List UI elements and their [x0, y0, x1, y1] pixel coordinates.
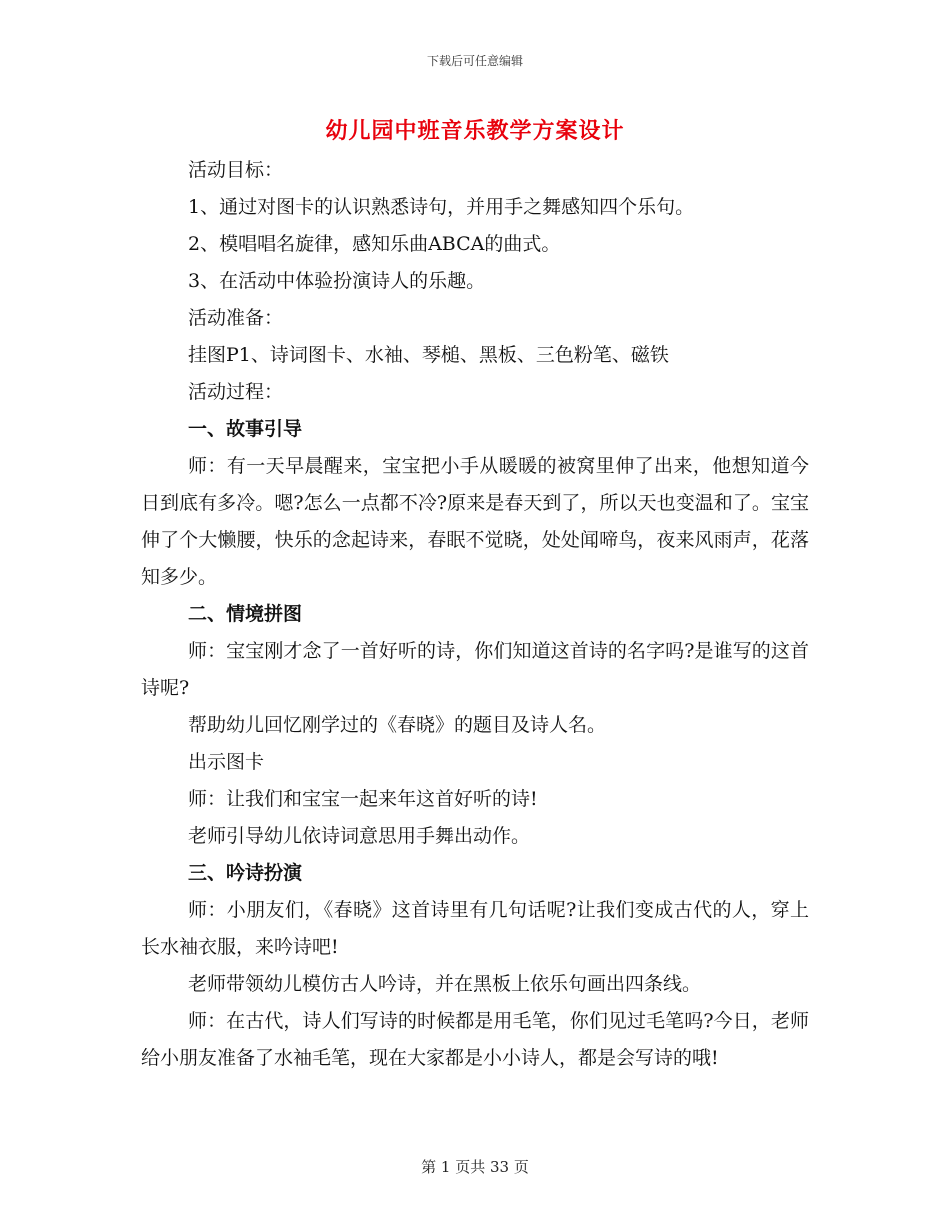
section-paragraph: 师：宝宝刚才念了一首好听的诗，你们知道这首诗的名字吗?是谁写的这首诗呢? — [141, 640, 809, 699]
section-paragraph: 师：在古代，诗人们写诗的时候都是用毛笔，你们见过毛笔吗?今日，老师给小朋友准备了水袖毛笔，现在大家都是小小诗人，都是会写诗的哦! — [141, 1010, 809, 1069]
goal-item: 2、模唱唱名旋律，感知乐曲ABCA的曲式。 — [188, 233, 561, 255]
page-number: 第 1 页共 33 页 — [421, 1158, 529, 1176]
section-paragraph: 出示图卡 — [188, 751, 265, 773]
section-paragraph: 帮助幼儿回忆刚学过的《春晓》的题目及诗人名。 — [188, 714, 607, 736]
section-heading-story: 一、故事引导 — [188, 418, 303, 440]
process-heading: 活动过程： — [188, 381, 284, 403]
goal-item: 3、在活动中体验扮演诗人的乐趣。 — [188, 270, 486, 292]
section-paragraph: 师：让我们和宝宝一起来年这首好听的诗! — [188, 788, 538, 810]
page-header-note: 下载后可任意编辑 — [426, 54, 523, 68]
section-paragraph: 师：有一天早晨醒来，宝宝把小手从暖暖的被窝里伸了出来，他想知道今日到底有多冷。嗯?怎么一点都不冷?原来是春天到了，所以天也变温和了。宝宝伸了个大懒腰，快乐的念起诗来，春眠不觉晓，处处闻啼鸟，夜来风雨声，花落知多少。 — [141, 455, 809, 588]
document-title: 幼儿园中班音乐教学方案设计 — [325, 118, 625, 144]
preparation-heading: 活动准备： — [188, 307, 284, 329]
section-heading-recital: 三、吟诗扮演 — [188, 862, 303, 884]
section-paragraph: 老师带领幼儿模仿古人吟诗，并在黑板上依乐句画出四条线。 — [188, 973, 702, 995]
section-heading-puzzle: 二、情境拼图 — [188, 603, 303, 625]
section-paragraph: 师：小朋友们，《春晓》这首诗里有几句话呢?让我们变成古代的人，穿上长水袖衣服，来吟诗吧! — [141, 899, 809, 958]
goals-heading: 活动目标： — [188, 159, 284, 181]
document-body — [141, 152, 809, 1077]
section-paragraph: 老师引导幼儿依诗词意思用手舞出动作。 — [188, 825, 531, 847]
goal-item: 1、通过对图卡的认识熟悉诗句，并用手之舞感知四个乐句。 — [188, 196, 695, 218]
preparation-text: 挂图P1、诗词图卡、水袖、琴槌、黑板、三色粉笔、磁铁 — [188, 344, 669, 366]
